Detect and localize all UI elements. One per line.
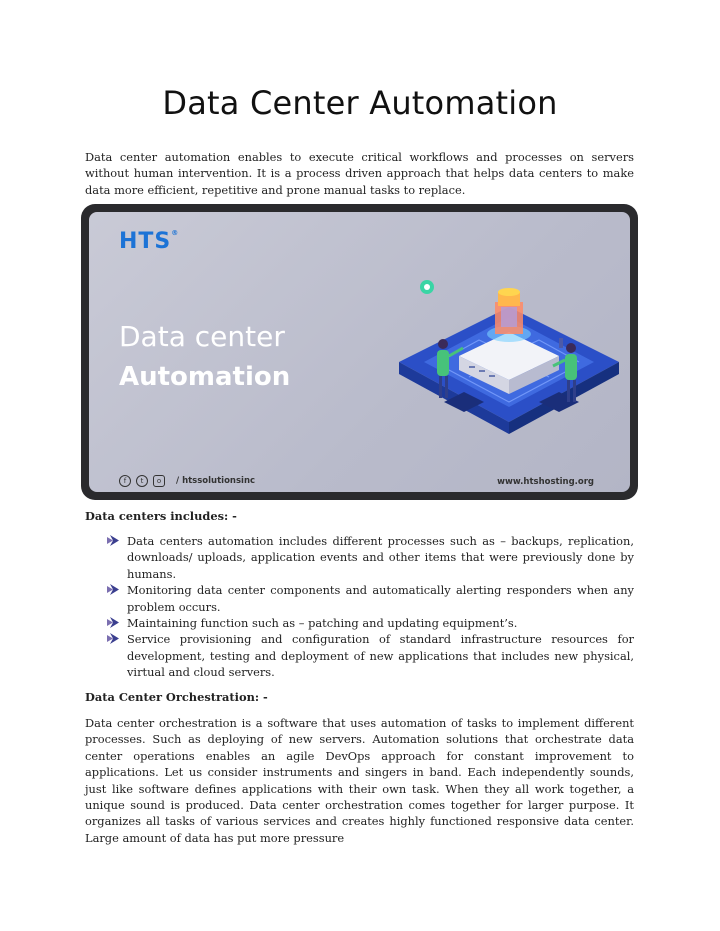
includes-heading: Data centers includes: - <box>85 509 237 523</box>
arrow-bullet-icon <box>107 584 119 595</box>
social-handle: / htssolutionsinc <box>176 476 256 486</box>
banner-title-line2: Automation <box>119 362 291 392</box>
list-item-text: Data centers automation includes different processes such as – backups, replication, downloads/ uploads, application events and other items that were previously done by humans. <box>127 534 634 581</box>
list-item <box>107 533 634 582</box>
banner-title-line1: Data center <box>119 320 285 353</box>
list-item <box>107 615 634 631</box>
intro-paragraph: Data center automation enables to execute critical workflows and processes on servers without human intervention. It is a process driven approach that helps data centers to make data more efficient, repetitive and prone manual tasks to replace. <box>85 150 634 197</box>
arrow-bullet-icon <box>107 633 119 644</box>
orchestration-heading: Data Center Orchestration: - <box>85 690 268 704</box>
list-item-text: Maintaining function such as – patching and updating equipment’s. <box>127 616 518 631</box>
website-url: www.htshosting.org <box>497 477 594 487</box>
list-item-text: Monitoring data center components and automatically alerting responders when any problem occurs. <box>127 583 634 614</box>
isometric-datacenter-illustration <box>389 262 629 452</box>
facebook-icon: f <box>119 475 131 487</box>
arrow-bullet-icon <box>107 617 119 628</box>
banner-background <box>89 212 630 492</box>
social-links <box>119 475 255 487</box>
banner-image <box>81 204 638 500</box>
list-item <box>107 631 634 680</box>
instagram-icon: o <box>153 475 165 487</box>
hts-logo: HTS® <box>119 229 180 254</box>
page-title: Data Center Automation <box>162 84 558 122</box>
arrow-bullet-icon <box>107 535 119 546</box>
list-item-text: Service provisioning and configuration of standard infrastructure resources for development, testing and deployment of new applications that includes new physical, virtual and cloud servers. <box>127 632 634 680</box>
list-item <box>107 582 634 615</box>
orchestration-paragraph: Data center orchestration is a software that uses automation of tasks to implement different processes. Such as deploying of new servers. Automation solutions that orchestrate data center operations enables an agile DevOps approach for constant improvement to applications. Let us consider instruments and singers in band. Each independently sounds, just like software defines applications with their own task. When they all work together, a unique sound is produced. Data center orchestration comes together for larger purpose. It organizes all tasks of various services and creates highly functioned responsive data center. Large amount of data has put more pressure <box>85 716 634 845</box>
twitter-icon: t <box>136 475 148 487</box>
includes-list <box>107 533 634 681</box>
